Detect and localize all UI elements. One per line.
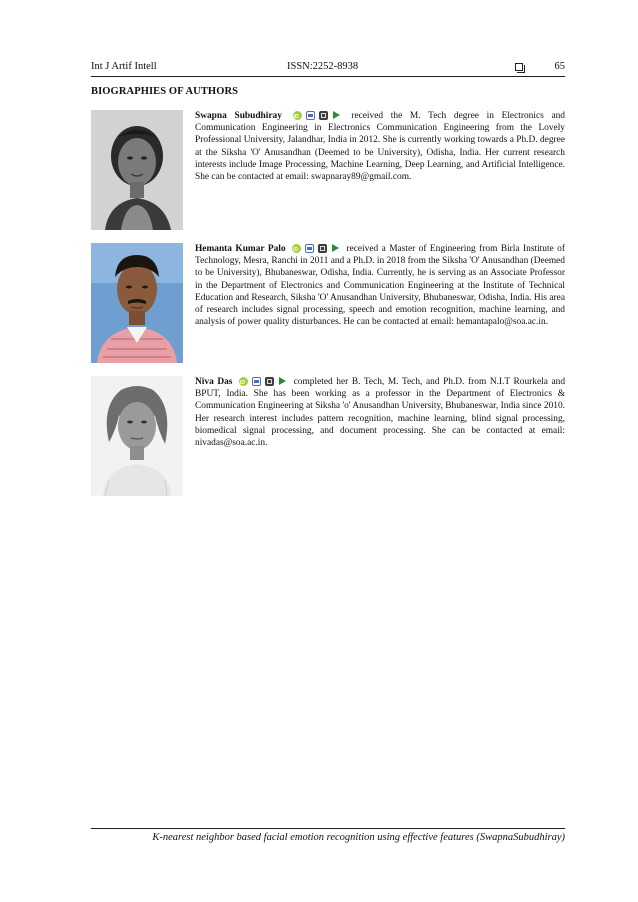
google-scholar-icon[interactable]: [252, 377, 261, 386]
publons-icon[interactable]: [331, 244, 340, 253]
author-bio-body: completed her B. Tech, M. Tech, and Ph.D. from N.I.T Rourkela and BPUT, India. She has been working as a professor in the Department of Electronics & Communication Engineering at Siksha 'o' Anusandhan University, Bhubaneswar, India since 2010. Her research interest includes pattern recognition, machine learning, blind signal processing, biomedical signal processing, and document processing. She can be contacted at email: nivadas@soa.ac.in.: [195, 377, 566, 449]
google-scholar-icon[interactable]: [305, 244, 314, 253]
author-bio-1: [91, 110, 565, 235]
author-name: Niva Das: [195, 377, 233, 387]
publons-icon[interactable]: [332, 111, 341, 120]
author-profile-icons: [293, 111, 341, 120]
author-bio-text: [195, 243, 565, 328]
author-bio-text: [195, 110, 565, 183]
author-bio-body: received the M. Tech degree in Electronics and Communication Engineering in Electronics Communication Engineering from the Lovely Professional University, Jalandhar, India in 2012. She is currently working towards a Ph.D. degree at the Siksha 'O' Anusandhan (Deemed to be University), Odisha, India. Her current research interests include Image Processing, Machine Learning, Deep Learning, and Artificial Intelligence. She can be contacted at email: swapnaray89@gmail.com.: [195, 111, 565, 183]
author-bio-3: [91, 376, 565, 501]
orcid-icon[interactable]: [292, 244, 301, 253]
issn: ISSN:2252-8938: [287, 61, 359, 72]
author-photo-niva: [91, 376, 183, 496]
author-profile-icons: [292, 244, 340, 253]
orcid-icon[interactable]: [293, 111, 302, 120]
checkbox-icon: [515, 63, 523, 71]
author-name: Swapna Subudhiray: [195, 111, 282, 121]
header-rule: [91, 76, 565, 77]
author-bio-text: [195, 376, 565, 449]
author-bio-body: received a Master of Engineering from Birla Institute of Technology, Mesra, Ranchi in 2011 and a Ph.D. in 2018 from the Siksha 'O' Anusandhan (Deemed to be University), Bhubaneswar, Odisha, India. Currently, he is serving as an Associate Professor in the Department of Electronics and Communication Engineering at the Institute of Technical Education and Research, Siksha 'O' Anusandhan University, Bhubaneswar, Odisha, India. His area of research includes signal processing, speech and emotion recognition, machine learning, and analysis of power quality disturbances. He can be contacted at email: hemantapalo@soa.ac.in.: [195, 244, 565, 328]
author-bio-2: [91, 243, 565, 368]
web-of-science-icon[interactable]: [319, 111, 328, 120]
author-profile-icons: [239, 377, 287, 386]
author-photo-swapna: [91, 110, 183, 230]
author-name: Hemanta Kumar Palo: [195, 244, 286, 254]
journal-name: Int J Artif Intell: [91, 61, 157, 72]
page-number: 65: [554, 61, 565, 72]
page-header: [91, 61, 565, 75]
section-title: BIOGRAPHIES OF AUTHORS: [91, 86, 239, 97]
orcid-icon[interactable]: [239, 377, 248, 386]
web-of-science-icon[interactable]: [265, 377, 274, 386]
google-scholar-icon[interactable]: [306, 111, 315, 120]
web-of-science-icon[interactable]: [318, 244, 327, 253]
author-photo-hemanta: [91, 243, 183, 363]
publons-icon[interactable]: [278, 377, 287, 386]
running-title: K-nearest neighbor based facial emotion recognition using effective features (SwapnaSubudhiray): [152, 832, 565, 843]
footer-rule: [91, 828, 565, 829]
